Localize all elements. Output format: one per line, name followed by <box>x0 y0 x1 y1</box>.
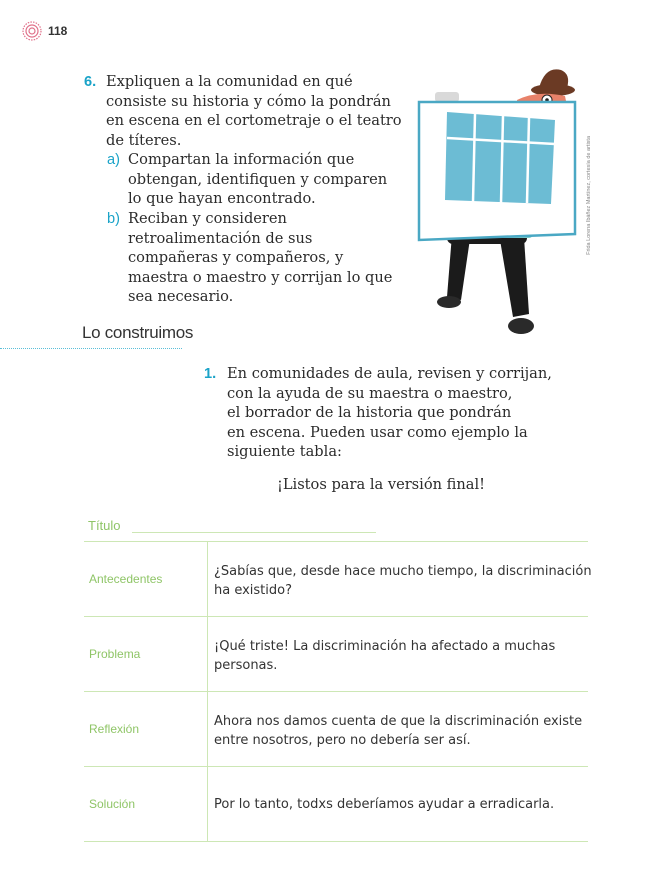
section-title: Lo construimos <box>82 323 194 342</box>
character-illustration <box>405 62 585 342</box>
table-rule <box>84 841 588 842</box>
row-label-problema: Problema <box>89 647 141 661</box>
item-a-text: Compartan la información que obtengan, identifiquen y comparen lo que hayan encontrado. <box>128 151 388 208</box>
row-label-antecedentes: Antecedentes <box>89 572 163 586</box>
activity-6-number: 6. <box>84 74 97 90</box>
item-a-letter: a) <box>107 152 120 168</box>
row-content-reflexion: Ahora nos damos cuenta de que la discriminación existe entre nosotros, pero no debería ser así. <box>214 714 583 748</box>
table-caption: ¡Listos para la versión final! <box>276 476 486 493</box>
title-label: Título <box>88 518 121 533</box>
item-b-text: Reciban y consideren retroalimentación de sus compañeras y compañeros, y maestra o maestro y corrijan lo que sea necesario. <box>128 210 393 306</box>
section-divider <box>0 348 182 349</box>
rosette-icon <box>22 21 42 41</box>
item-b-letter: b) <box>107 211 120 227</box>
row-label-reflexion: Reflexión <box>89 722 140 736</box>
table-column-divider <box>207 541 208 841</box>
title-underline <box>132 532 376 533</box>
table-rule <box>84 766 588 767</box>
activity-1-number: 1. <box>204 366 217 382</box>
activity-1-text: En comunidades de aula, revisen y corrijan, con la ayuda de su maestra o maestro, el borrador de la historia que pondrán en escena. Pueden usar como ejemplo la siguiente tabla: <box>227 365 552 461</box>
row-content-antecedentes: ¿Sabías que, desde hace mucho tiempo, la discriminación ha existido? <box>214 564 592 598</box>
table-rule <box>84 691 588 692</box>
table-rule <box>84 541 588 542</box>
table-rule <box>84 616 588 617</box>
row-label-solucion: Solución <box>89 797 136 811</box>
page-number: 118 <box>48 24 68 38</box>
row-content-solucion: Por lo tanto, todxs deberíamos ayudar a erradicarla. <box>214 797 555 812</box>
row-content-problema: ¡Qué triste! La discriminación ha afectado a muchas personas. <box>214 639 556 673</box>
illustration-credit: Frida Lorena Ibáñez Martínez, cortesía de artista <box>586 136 592 255</box>
activity-6-text: Expliquen a la comunidad en qué consiste su historia y cómo la pondrán en escena en el cortometraje o el teatro de títeres. <box>106 73 402 149</box>
